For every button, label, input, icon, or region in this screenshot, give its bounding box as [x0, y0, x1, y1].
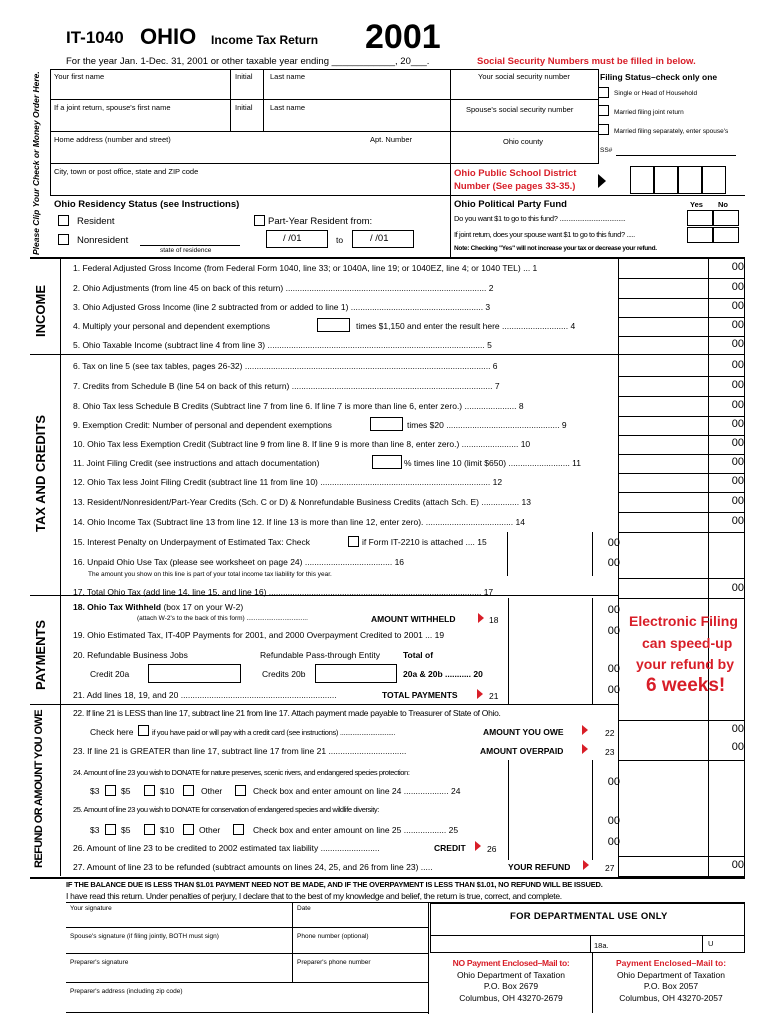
- your-refund-label: YOUR REFUND: [508, 862, 571, 872]
- from-date: / /01: [283, 233, 302, 244]
- promo-line-1: Electronic Filing: [629, 613, 738, 629]
- line-7: 7. Credits from Schedule B (line 54 on back of this return) ..................................................................................... 7: [73, 381, 500, 391]
- section-income: INCOME: [33, 285, 48, 337]
- line-9-exemptions-input[interactable]: [370, 417, 403, 431]
- line-12: 12. Ohio Tax less Joint Filing Credit (subtract line 11 from line 10) ........................................................................ 12: [73, 477, 503, 487]
- line-14: 14. Ohio Income Tax (Subtract line 13 from line 12. If line 13 is more than line 12, enter zero). ..................................... 14: [73, 517, 525, 527]
- party-fund-title: Ohio Political Party Fund: [454, 199, 567, 210]
- line-5: 5. Ohio Taxable Income (subtract line 4 from line 3) ............................................................................................ 5: [73, 340, 492, 350]
- line-25-rest: Check box and enter amount on line 25 .................. 25: [253, 825, 459, 835]
- cents-5: 00: [731, 338, 744, 350]
- donate-25-3-checkbox[interactable]: [105, 824, 116, 835]
- cents-11: 00: [731, 456, 744, 468]
- donate-24-10-checkbox[interactable]: [183, 785, 194, 796]
- school-digit-2[interactable]: [654, 166, 678, 194]
- first-name-field[interactable]: Your first name: [54, 72, 105, 81]
- credits-20b-label: Credits 20b: [262, 669, 306, 679]
- line-18-number: 18: [489, 615, 499, 625]
- line-22-instruction: 22. If line 21 is LESS than line 17, subtract line 21 from line 17. Attach payment made payable to Treasurer of State of Ohio.: [73, 708, 501, 718]
- departmental-use-title: FOR DEPARTMENTAL USE ONLY: [510, 911, 668, 922]
- line-4-exemptions-input[interactable]: [317, 318, 350, 332]
- line-22-credit-card: if you have paid or will pay with a credit card (see instructions) ...............................: [152, 728, 396, 737]
- perjury-statement: I have read this return. Under penalties of perjury, I declare that to the best of my knowledge and belief, the return is true, correct, and complete.: [66, 891, 562, 901]
- mail-no-payment: [436, 958, 586, 1004]
- phone-number-field[interactable]: Phone number (optional): [297, 933, 369, 940]
- nonresident-label: Nonresident: [77, 235, 129, 246]
- spouse-initial-field[interactable]: Initial: [235, 103, 253, 112]
- arrow-right-icon: [598, 174, 606, 188]
- line-2: 2. Ohio Adjustments (from line 45 on back of this return) ..................................................................................... 2: [73, 283, 494, 293]
- line-9-rest: times $20 ................................................ 9: [407, 420, 567, 430]
- donate-25-10-checkbox[interactable]: [183, 824, 194, 835]
- donate-25-other: Other: [199, 825, 221, 835]
- amount-overpaid-label: AMOUNT OVERPAID: [480, 746, 564, 756]
- county-field[interactable]: Ohio county: [503, 137, 544, 146]
- party-yes-label: Yes: [690, 200, 703, 209]
- resident-checkbox[interactable]: [58, 215, 69, 226]
- filing-single-checkbox[interactable]: [598, 87, 609, 98]
- cents-6: 00: [731, 359, 744, 371]
- line-8: 8. Ohio Tax less Schedule B Credits (Subtract line 7 from line 6. If line 7 is more than line 6, enter zero.) ...................... 8: [73, 401, 524, 411]
- cents-17: 00: [731, 582, 744, 594]
- cents-27: 00: [731, 859, 744, 871]
- cents-24: 00: [607, 776, 620, 788]
- line-1: 1. Federal Adjusted Gross Income (from Federal Form 1040, line 33; or 1040A, line 19; or 1040EZ, line 4; or 1040 TEL) ... 1: [73, 263, 538, 273]
- line-20b-label: Refundable Pass-through Entity: [260, 650, 381, 660]
- promo-line-2: can speed-up: [642, 635, 733, 651]
- arrow-right-icon: [583, 860, 589, 870]
- last-name-field[interactable]: Last name: [270, 72, 306, 81]
- line-15-checkbox[interactable]: [348, 536, 359, 547]
- spouse-last-name-field[interactable]: Last name: [270, 103, 306, 112]
- donate-24-other-checkbox[interactable]: [235, 785, 246, 796]
- donate-25-5: $5: [121, 825, 131, 835]
- credit-card-checkbox[interactable]: [138, 725, 149, 736]
- filing-status-title: Filing Status–check only one: [600, 72, 718, 82]
- apt-field[interactable]: Apt. Number: [370, 135, 413, 144]
- section-tax-credits: TAX AND CREDITS: [33, 415, 48, 532]
- line-26: 26. Amount of line 23 to be credited to 2002 estimated tax liability .........................: [73, 843, 380, 853]
- school-digit-1[interactable]: [630, 166, 654, 194]
- line-25-instruction: 25. Amount of line 23 you wish to DONATE for conservation of endangered species and wildlife diversity:: [73, 805, 379, 814]
- line-10: 10. Ohio Tax less Exemption Credit (Subtract line 9 from line 8. If line 9 is more than line 8, enter zero.) ........................ 10: [73, 439, 531, 449]
- line-15-rest: if Form IT-2210 is attached .... 15: [362, 537, 487, 547]
- cents-21: 00: [607, 684, 620, 696]
- amount-withheld-label: AMOUNT WITHHELD: [371, 614, 456, 624]
- party-no-label: No: [718, 200, 728, 209]
- resident-label: Resident: [77, 216, 115, 227]
- section-payments: PAYMENTS: [33, 619, 48, 690]
- cents-19: 00: [607, 625, 620, 637]
- arrow-right-icon: [478, 613, 484, 623]
- line-16: 16. Unpaid Ohio Use Tax (please see worksheet on page 24) ..................................... 16: [73, 557, 405, 567]
- filing-joint-label: Married filing joint return: [614, 109, 684, 116]
- residency-title: Ohio Residency Status (see Instructions): [54, 199, 240, 210]
- cents-9: 00: [731, 418, 744, 430]
- form-title: Income Tax Return: [211, 33, 319, 47]
- arrow-right-icon: [582, 744, 588, 754]
- credit-20a-input[interactable]: [148, 664, 241, 683]
- arrow-right-icon: [477, 689, 483, 699]
- preparer-address-field[interactable]: Preparer's address (including zip code): [70, 988, 183, 995]
- party-q1: Do you want $1 to go to this fund? .....................................: [454, 214, 626, 223]
- line-22-number: 22: [605, 728, 615, 738]
- line-6: 6. Tax on line 5 (see tax tables, pages 26-32) ........................................................................................................ 6: [73, 361, 498, 371]
- mail-payment: [596, 958, 746, 1004]
- donate-25-10: $10: [160, 825, 175, 835]
- line-21-number: 21: [489, 691, 499, 701]
- spouse-first-name-field[interactable]: If a joint return, spouse's first name: [54, 103, 171, 112]
- state-of-residence-label: state of residence: [160, 247, 212, 254]
- mail-no-payment-box: P.O. Box 2679: [483, 981, 539, 991]
- party-q2: If joint return, does your spouse want $1 to go to this fund? .....: [454, 230, 635, 239]
- section-refund: REFUND OR AMOUNT YOU OWE: [33, 710, 45, 868]
- part-year-checkbox[interactable]: [254, 215, 265, 226]
- cents-8: 00: [731, 399, 744, 411]
- school-district-label: Ohio Public School District Number (See pages 33-35.): [454, 168, 577, 192]
- address-field[interactable]: Home address (number and street): [54, 135, 171, 144]
- line-26-number: 26: [487, 844, 497, 854]
- dept-u-label: U: [708, 939, 714, 948]
- donate-25-5-checkbox[interactable]: [144, 824, 155, 835]
- line-17: 17. Total Ohio Tax (add line 14, line 15, and line 16) .......................................................................................... 17: [73, 587, 494, 597]
- your-ssn-field[interactable]: Your social security number: [478, 72, 570, 81]
- amount-you-owe-label: AMOUNT YOU OWE: [483, 727, 564, 737]
- date-field[interactable]: Date: [297, 905, 311, 912]
- form-id: IT-1040: [66, 28, 124, 47]
- donate-24-3: $3: [90, 786, 100, 796]
- cents-7: 00: [731, 379, 744, 391]
- line-11-percent-input[interactable]: [372, 455, 402, 469]
- line-24-rest: Check box and enter amount on line 24 ................... 24: [253, 786, 461, 796]
- cents-20: 00: [607, 663, 620, 675]
- donate-24-other: Other: [201, 786, 223, 796]
- arrow-right-icon: [475, 841, 481, 851]
- donate-24-10: $10: [160, 786, 175, 796]
- cents-15: 00: [607, 537, 620, 549]
- line-24-instruction: 24. Amount of line 23 you wish to DONATE for nature preserves, scenic rivers, and endangered species protection:: [73, 768, 410, 777]
- to-date: / /01: [370, 233, 389, 244]
- filing-single-label: Single or Head of Household: [614, 90, 698, 97]
- clip-note: Please Clip Your Check or Money Order Here.: [31, 71, 41, 255]
- part-year-label: Part-Year Resident from:: [268, 216, 373, 227]
- line-13: 13. Resident/Nonresident/Part-Year Credits (Sch. C or D) & Nonrefundable Business Credits (attach Sch. E) ................ 13: [73, 497, 531, 507]
- line-18-attach: (attach W-2's to the back of this form) ..................................: [137, 615, 308, 622]
- cents-1: 00: [731, 261, 744, 273]
- line-18-title: 18. Ohio Tax Withheld: [73, 602, 162, 612]
- line-20-total-of: Total of: [403, 650, 434, 660]
- cents-23: 00: [731, 741, 744, 753]
- line-23-number: 23: [605, 747, 615, 757]
- cents-10: 00: [731, 437, 744, 449]
- line-20-total: 20a & 20b ........... 20: [403, 669, 483, 679]
- line-15-label: 15. Interest Penalty on Underpayment of Estimated Tax: Check: [73, 537, 311, 547]
- line-9-label: 9. Exemption Credit: Number of personal and dependent exemptions: [73, 420, 332, 430]
- line-18-label: [73, 602, 243, 612]
- line-21: 21. Add lines 18, 19, and 20 ..................................................................: [73, 690, 337, 700]
- cents-16: 00: [607, 557, 620, 569]
- party-note: Note: Checking "Yes" will not increase your tax or decrease your refund.: [454, 245, 657, 252]
- line-11-rest: % times line 10 (limit $650) .......................... 11: [404, 458, 581, 468]
- mail-payment-title: Payment Enclosed–Mail to:: [615, 958, 727, 968]
- credits-20b-input[interactable]: [315, 664, 397, 683]
- donate-25-other-checkbox[interactable]: [233, 824, 244, 835]
- line-27: 27. Amount of line 23 to be refunded (subtract amounts on lines 24, 25, and 26 from line 23) .....: [73, 862, 433, 872]
- line-23: 23. If line 21 is GREATER than line 17, subtract line 17 from line 21 .................................: [73, 746, 407, 756]
- nonresident-checkbox[interactable]: [58, 234, 69, 245]
- preparer-phone-field[interactable]: Preparer's phone number: [297, 959, 371, 966]
- state-title: OHIO: [140, 24, 197, 49]
- donate-24-3-checkbox[interactable]: [105, 785, 116, 796]
- credit-20a-label: Credit 20a: [90, 669, 130, 679]
- school-digit-3[interactable]: [678, 166, 702, 194]
- party-no-box-1[interactable]: [713, 210, 739, 226]
- line-18-box: (box 17 on your W-2): [163, 602, 244, 612]
- cents-26: 00: [607, 836, 620, 848]
- donate-24-5: $5: [121, 786, 131, 796]
- mail-payment-dept: Ohio Department of Taxation: [616, 969, 726, 980]
- dept-18a-label: 18a.: [594, 941, 609, 950]
- mail-no-payment-city: Columbus, OH 43270-2679: [459, 992, 563, 1003]
- donate-24-5-checkbox[interactable]: [144, 785, 155, 796]
- cents-12: 00: [731, 475, 744, 487]
- filing-joint-checkbox[interactable]: [598, 105, 609, 116]
- filing-separate-label: Married filing separately, enter spouse's: [614, 128, 729, 135]
- line-16-note: The amount you show on this line is part of your total income tax liability for this year.: [88, 571, 332, 578]
- cents-18: 00: [607, 604, 620, 616]
- cents-2: 00: [731, 281, 744, 293]
- spouse-signature-field[interactable]: Spouse's signature (if filing jointly, BOTH must sign): [70, 933, 219, 940]
- promo-line-3: your refund by: [636, 656, 735, 672]
- spouse-ssn-field[interactable]: Spouse's social security number: [466, 105, 574, 114]
- line-27-number: 27: [605, 863, 615, 873]
- party-yes-box-2[interactable]: [687, 227, 713, 243]
- mail-no-payment-title: NO Payment Enclosed–Mail to:: [452, 958, 570, 968]
- your-signature-field[interactable]: Your signature: [70, 905, 112, 912]
- cents-25: 00: [607, 815, 620, 827]
- preparer-signature-field[interactable]: Preparer's signature: [70, 959, 129, 966]
- line-3: 3. Ohio Adjusted Gross Income (line 2 subtracted from or added to line 1) ........................................................ 3: [73, 302, 491, 312]
- line-20-label: 20. Refundable Business Jobs: [73, 650, 188, 660]
- credit-label: CREDIT: [434, 843, 466, 853]
- tax-year: 2001: [365, 18, 441, 56]
- city-field[interactable]: City, town or post office, state and ZIP code: [54, 167, 199, 176]
- line-11-label: 11. Joint Filing Credit (see instructions and attach documentation): [73, 458, 320, 468]
- tax-period: For the year Jan. 1-Dec. 31, 2001 or other taxable year ending ____________, 20___.: [66, 56, 430, 67]
- cents-22: 00: [731, 723, 744, 735]
- promo-line-4: 6 weeks!: [646, 675, 726, 696]
- party-no-box-2[interactable]: [713, 227, 739, 243]
- mail-payment-box: P.O. Box 2057: [643, 981, 699, 991]
- arrow-right-icon: [582, 725, 588, 735]
- initial-field[interactable]: Initial: [235, 72, 253, 81]
- donate-25-3: $3: [90, 825, 100, 835]
- to-label: to: [336, 235, 344, 245]
- balance-warning: IF THE BALANCE DUE IS LESS THAN $1.01 PAYMENT NEED NOT BE MADE, AND IF THE OVERPAYMENT IS LESS THAN $1.01, NO REFUND WILL BE ISSUED.: [66, 880, 603, 889]
- mail-no-payment-dept: Ohio Department of Taxation: [456, 969, 566, 980]
- school-digit-4[interactable]: [702, 166, 726, 194]
- cents-3: 00: [731, 300, 744, 312]
- line-4-rest: times $1,150 and enter the result here ............................ 4: [356, 321, 576, 331]
- line-22-check-here: Check here: [90, 727, 134, 737]
- total-payments-label: TOTAL PAYMENTS: [382, 690, 458, 700]
- mail-payment-city: Columbus, OH 43270-2057: [619, 992, 723, 1003]
- cents-14: 00: [731, 515, 744, 527]
- line-19: 19. Ohio Estimated Tax, IT-40P Payments for 2001, and 2000 Overpayment Credited to 2001 ... 19: [73, 630, 445, 640]
- party-yes-box-1[interactable]: [687, 210, 713, 226]
- filing-separate-checkbox[interactable]: [598, 124, 609, 135]
- cents-4: 00: [731, 319, 744, 331]
- ssn-note: Social Security Numbers must be filled in below.: [477, 56, 696, 67]
- line-4-label: 4. Multiply your personal and dependent exemptions: [73, 321, 271, 331]
- cents-13: 00: [731, 495, 744, 507]
- spouse-ss-label: SS#: [600, 147, 613, 154]
